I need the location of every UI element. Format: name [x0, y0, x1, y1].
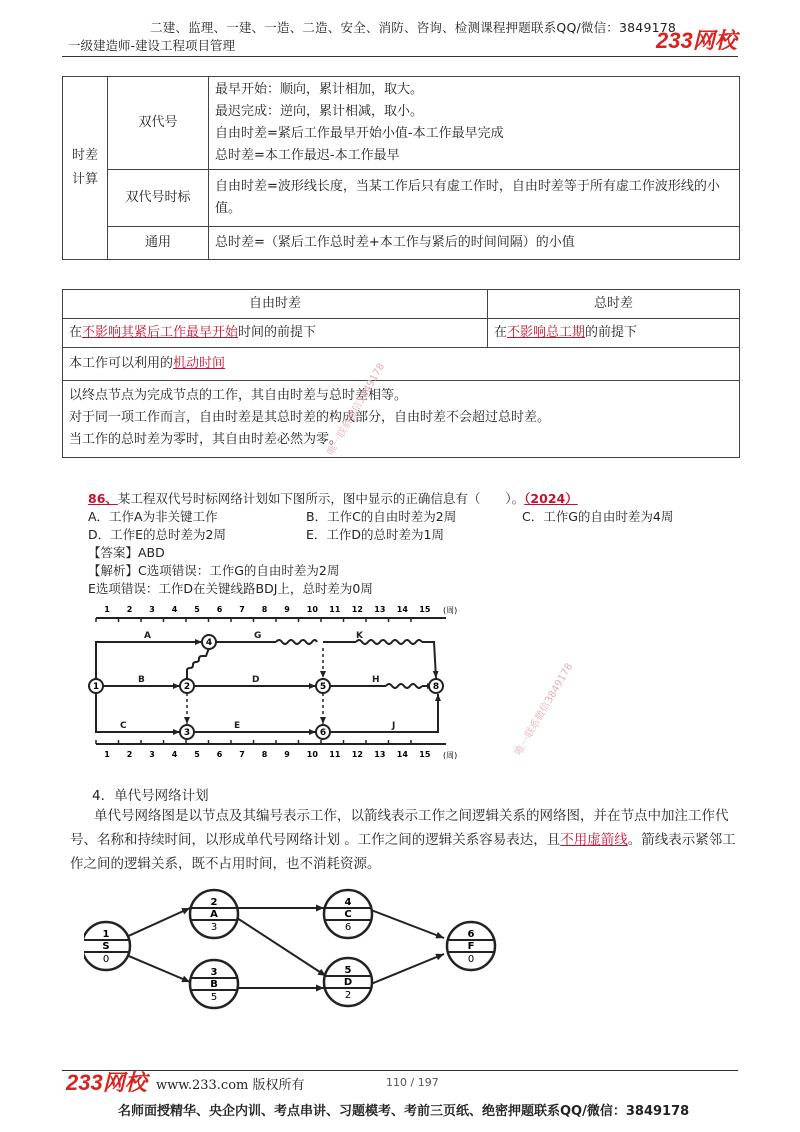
row-content: [209, 227, 740, 260]
header-ad: 二建、监理、一建、一造、二造、安全、消防、咨询、检测课程押题联系QQ/微信：3849178: [150, 20, 677, 35]
content-line: 总时差=（紧后工作总时差+本工作与紧后的时间间隔）的小值: [215, 235, 575, 250]
tick-label: 8: [261, 750, 268, 759]
tick-label: 3: [149, 605, 155, 614]
tick-label: 10: [306, 750, 318, 759]
node-number: 6: [319, 728, 327, 738]
node-name: D: [343, 977, 353, 988]
answer: 【答案】ABD: [88, 545, 165, 560]
tick-label: 3: [149, 750, 155, 759]
node-number: 3: [183, 728, 191, 738]
node-name: C: [344, 909, 352, 920]
bottom-unit: (周): [443, 751, 458, 760]
row-type: 双代号: [108, 77, 209, 170]
content-line: 最早开始：顺向，累计相加，取大。: [215, 82, 424, 97]
tick-label: 2: [126, 750, 133, 759]
tick-label: 5: [194, 605, 200, 614]
node-duration: 5: [210, 992, 218, 1003]
highlight: 不影响总工期: [507, 325, 586, 340]
watermark: 唯一联系微信3849178: [325, 361, 388, 458]
tick-label: 10: [306, 605, 318, 614]
node-number: 1: [102, 929, 110, 940]
col-header-total-float: 总时差: [488, 290, 740, 319]
header-divider: [62, 56, 738, 57]
watermark: 唯一联系微信3849178: [513, 661, 576, 758]
tick-label: 11: [329, 605, 341, 614]
node-duration: 2: [344, 990, 352, 1001]
common-def: 本工作可以利用的机动时间: [63, 348, 740, 381]
question-stem: 86、某工程双代号时标网络计划如下图所示，图中显示的正确信息有（ ）。（2024）: [88, 491, 578, 506]
page-number: 110 / 197: [386, 1076, 439, 1089]
col-header-free-float: 自由时差: [63, 290, 488, 319]
node-duration: 0: [102, 954, 110, 965]
table-group-cell: [63, 77, 108, 260]
bottom-time-scale: [96, 740, 431, 759]
note-line: 当工作的总时差为零时，其自由时差必然为零。: [69, 432, 343, 447]
tick-label: 8: [261, 605, 268, 614]
content-line: 自由时差=波形线长度，当某工作后只有虚工作时，自由时差等于所有虚工作波形线的小值。: [215, 179, 720, 216]
tick-label: 9: [284, 605, 290, 614]
node-duration: 6: [344, 922, 352, 933]
time-scaled-network-diagram: [86, 600, 466, 766]
node-name: A: [210, 909, 218, 920]
tick-label: 7: [239, 750, 245, 759]
node-number: 8: [432, 682, 440, 692]
highlight: 不影响其紧后工作最早开始: [82, 325, 239, 340]
tick-label: 14: [396, 605, 408, 614]
option-c: C．工作G的自由时差为4周: [522, 509, 674, 524]
tick-label: 13: [374, 605, 386, 614]
free-float-def: 在不影响其紧后工作最早开始时间的前提下: [63, 319, 488, 348]
option-d: D．工作E的总时差为2周: [88, 527, 226, 542]
activity-label: G: [254, 631, 262, 641]
float-compare-table: [62, 289, 740, 458]
footer-divider: [62, 1070, 738, 1071]
footer-site: www.233.com 版权所有: [156, 1078, 305, 1093]
tick-label: 1: [104, 605, 110, 614]
question-number: 86、: [88, 491, 118, 506]
node-number: 2: [183, 682, 191, 692]
doc-title: 一级建造师-建设工程项目管理: [68, 38, 236, 53]
highlight: 不用虚箭线: [560, 832, 628, 848]
group-label: 时差计算: [71, 148, 98, 187]
node-number: 5: [319, 682, 327, 692]
tick-label: 11: [329, 750, 341, 759]
activity-label: E: [234, 721, 241, 731]
node-number: 5: [344, 965, 352, 976]
tick-label: 4: [171, 750, 178, 759]
option-a: A．工作A为非关键工作: [88, 509, 218, 524]
option-e: E．工作D的总时差为1周: [306, 527, 444, 542]
footer-ad: 名师面授精华、央企内训、考点串讲、习题模考、考前三页纸、绝密押题联系QQ/微信：3849178: [118, 1104, 690, 1119]
section-heading: 4．单代号网络计划: [92, 788, 209, 804]
footer-logo: 233网校: [66, 1070, 147, 1095]
tick-label: 13: [374, 750, 386, 759]
activity-label: J: [392, 721, 396, 731]
section-paragraph: 单代号网络图是以节点及其编号表示工作，以箭线表示工作之间逻辑关系的网络图，并在节点中加注工作代号、名称和持续时间，以形成单代号网络计划 。工作之间的逻辑关系容易表达，且不用虚箭线。箭线表示紧邻工作之间的逻辑关系，既不占用时间，也不消耗资源。: [70, 808, 736, 872]
node-number: 1: [92, 682, 100, 692]
activity-label: B: [138, 675, 145, 685]
node-duration: 3: [210, 922, 218, 933]
tick-label: 2: [126, 605, 133, 614]
tick-label: 12: [351, 605, 363, 614]
tick-label: 1: [104, 750, 110, 759]
node-number: 4: [344, 897, 352, 908]
top-time-scale: [96, 605, 431, 622]
highlight: 机动时间: [173, 356, 226, 371]
question-block: [88, 490, 748, 598]
top-unit: (周): [443, 606, 458, 615]
row-content: [209, 170, 740, 227]
content-line: 总时差=本工作最迟-本工作最早: [215, 148, 400, 163]
tick-label: 15: [419, 605, 431, 614]
total-float-def: 在不影响总工期的前提下: [488, 319, 740, 348]
question-year: （2024）: [524, 491, 578, 506]
tick-label: 4: [171, 605, 178, 614]
note-line: 以终点节点为完成节点的工作，其自由时差与总时差相等。: [69, 388, 408, 403]
option-b: B．工作C的自由时差为2周: [306, 509, 457, 524]
notes-cell: [63, 381, 740, 458]
node-name: F: [467, 941, 475, 952]
node-duration: 0: [467, 954, 475, 965]
tick-label: 6: [216, 605, 223, 614]
node-number: 4: [205, 638, 213, 648]
row-type: 双代号时标: [108, 170, 209, 227]
row-type: 通用: [108, 227, 209, 260]
activity-label: C: [120, 721, 127, 731]
node-name: S: [102, 941, 110, 952]
tick-label: 9: [284, 750, 290, 759]
node-number: 3: [210, 967, 218, 978]
tick-label: 7: [239, 605, 245, 614]
analysis: 【解析】C选项错误：工作G的自由时差为2周: [88, 563, 340, 578]
float-calc-table: [62, 76, 740, 260]
activity-label: D: [252, 675, 260, 685]
node-number: 2: [210, 897, 218, 908]
node-name: B: [210, 979, 218, 990]
tick-label: 15: [419, 750, 431, 759]
note-line: 对于同一项工作而言，自由时差是其总时差的构成部分，自由时差不会超过总时差。: [69, 410, 551, 425]
brand-logo: 233网校: [656, 28, 737, 53]
tick-label: 12: [351, 750, 363, 759]
activity-label: A: [144, 631, 151, 641]
node-number: 6: [467, 929, 475, 940]
content-line: 最迟完成：逆向，累计相减，取小。: [215, 104, 424, 119]
tick-label: 6: [216, 750, 223, 759]
tick-label: 5: [194, 750, 200, 759]
single-code-network-diagram: [84, 878, 504, 1018]
content-line: 自由时差=紧后工作最早开始小值-本工作最早完成: [215, 126, 504, 141]
analysis: E选项错误：工作D在关键线路BDJ上，总时差为0周: [88, 581, 373, 596]
activity-label: K: [356, 631, 363, 641]
tick-label: 14: [396, 750, 408, 759]
row-content: [209, 77, 740, 170]
activity-label: H: [372, 675, 380, 685]
